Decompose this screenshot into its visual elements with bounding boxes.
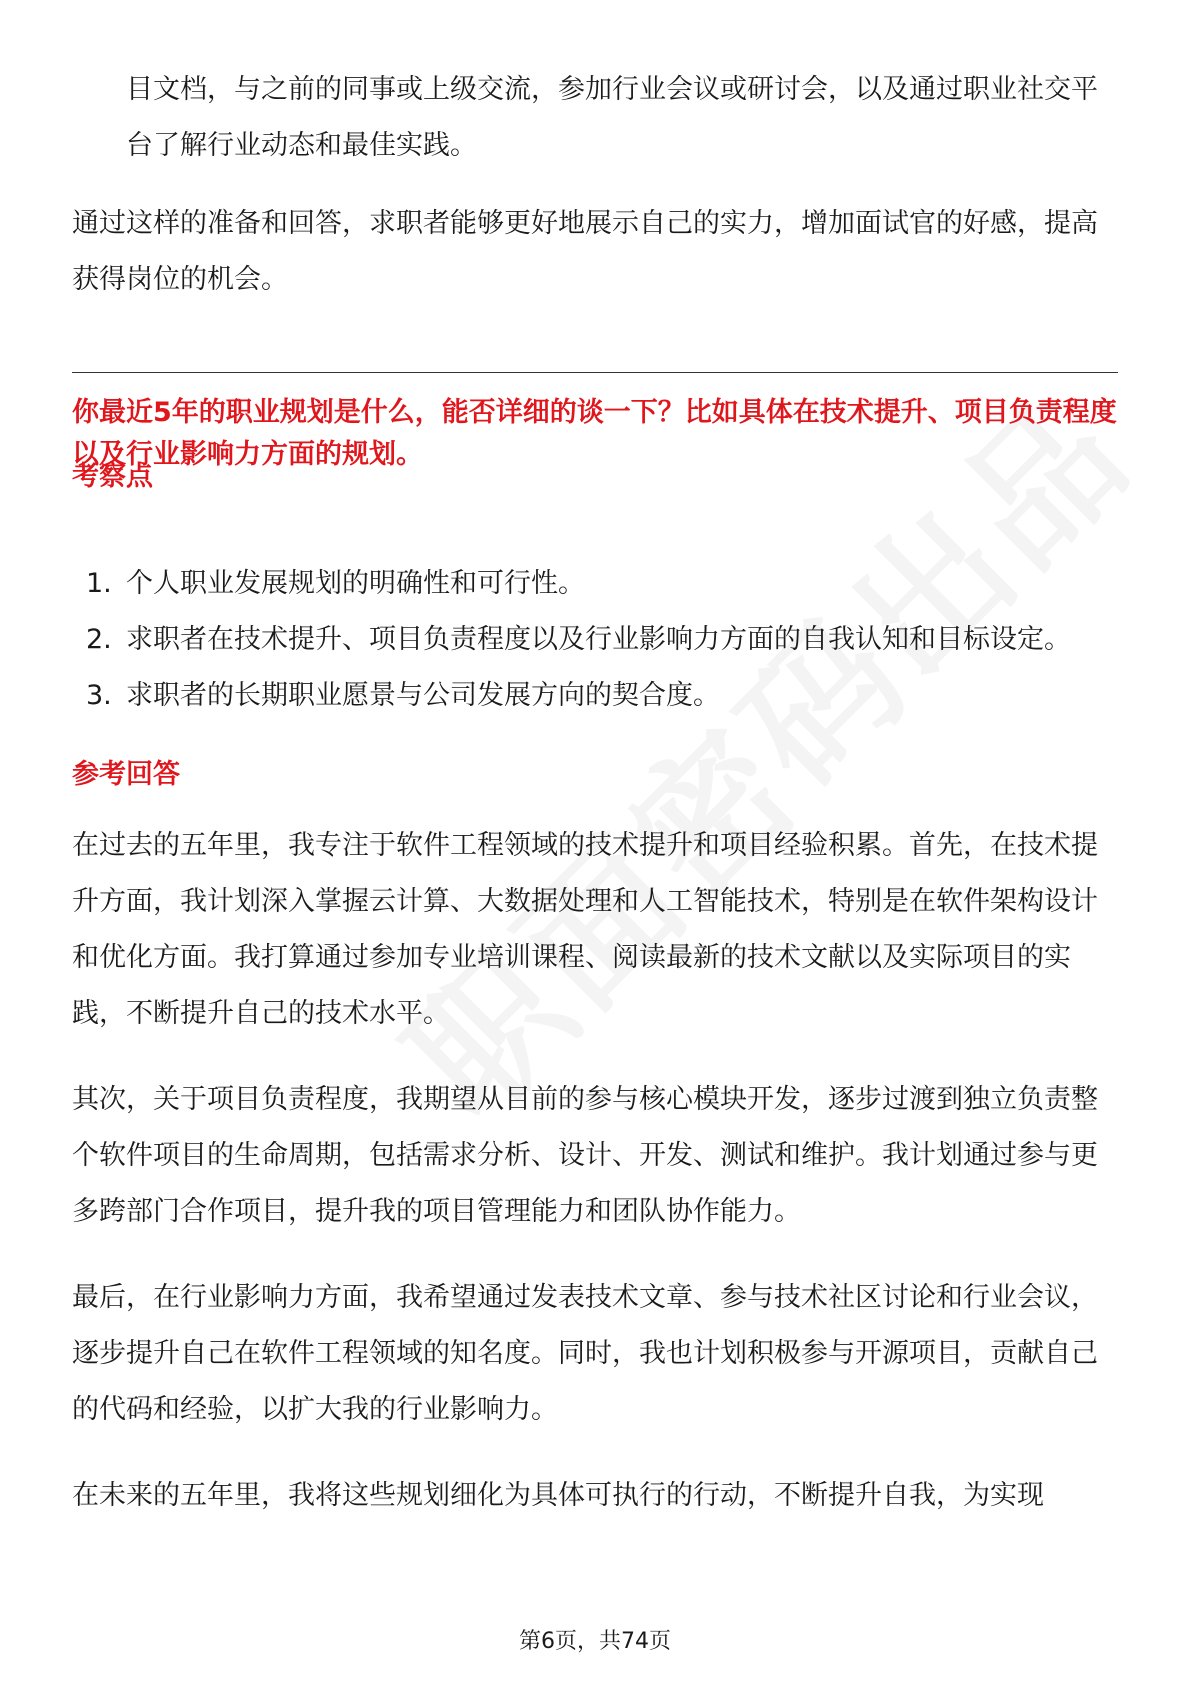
- list-number: 3.: [86, 680, 112, 711]
- list-text: 个人职业发展规划的明确性和可行性。: [126, 568, 585, 599]
- question-title: 你最近5年的职业规划是什么，能否详细的谈一下？比如具体在技术提升、项目负责程度以及行业影响力方面的规划。: [72, 397, 1117, 470]
- closing-paragraph: 通过这样的准备和回答，求职者能够更好地展示自己的实力，增加面试官的好感，提高获得岗位的机会。: [72, 208, 1098, 295]
- answer-paragraph: 在未来的五年里，我将这些规划细化为具体可执行的行动，不断提升自我，为实现: [72, 1480, 1044, 1511]
- page-number: 第6页，共74页: [519, 1629, 671, 1654]
- list-item-continuation: 目文档，与之前的同事或上级交流，参加行业会议或研讨会，以及通过职业社交平台了解行业动态和最佳实践。: [126, 74, 1098, 161]
- assessment-heading: 考察点: [72, 461, 153, 492]
- answer-heading: 参考回答: [72, 759, 180, 790]
- answer-paragraph: 最后，在行业影响力方面，我希望通过发表技术文章、参与技术社区讨论和行业会议，逐步提升自己在软件工程领域的知名度。同时，我也计划积极参与开源项目，贡献自己的代码和经验，以扩大我的行业影响力。: [72, 1282, 1098, 1425]
- list-item: [72, 556, 1118, 612]
- answer-section: [72, 818, 1118, 1524]
- assessment-list: [72, 556, 1118, 724]
- list-item: [72, 612, 1118, 668]
- list-number: 1.: [86, 568, 112, 599]
- list-text: 求职者的长期职业愿景与公司发展方向的契合度。: [126, 680, 720, 711]
- list-text: 求职者在技术提升、项目负责程度以及行业影响力方面的自我认知和目标设定。: [126, 624, 1071, 655]
- list-number: 2.: [86, 624, 112, 655]
- answer-paragraph: 在过去的五年里，我专注于软件工程领域的技术提升和项目经验积累。首先，在技术提升方面，我计划深入掌握云计算、大数据处理和人工智能技术，特别是在软件架构设计和优化方面。我打算通过参加专业培训课程、阅读最新的技术文献以及实际项目的实践，不断提升自己的技术水平。: [72, 830, 1098, 1029]
- section-divider: [72, 372, 1118, 373]
- answer-paragraph: 其次，关于项目负责程度，我期望从目前的参与核心模块开发，逐步过渡到独立负责整个软件项目的生命周期，包括需求分析、设计、开发、测试和维护。我计划通过参与更多跨部门合作项目，提升我的项目管理能力和团队协作能力。: [72, 1084, 1098, 1227]
- list-item: [72, 668, 1118, 724]
- intro-section: [72, 62, 1118, 308]
